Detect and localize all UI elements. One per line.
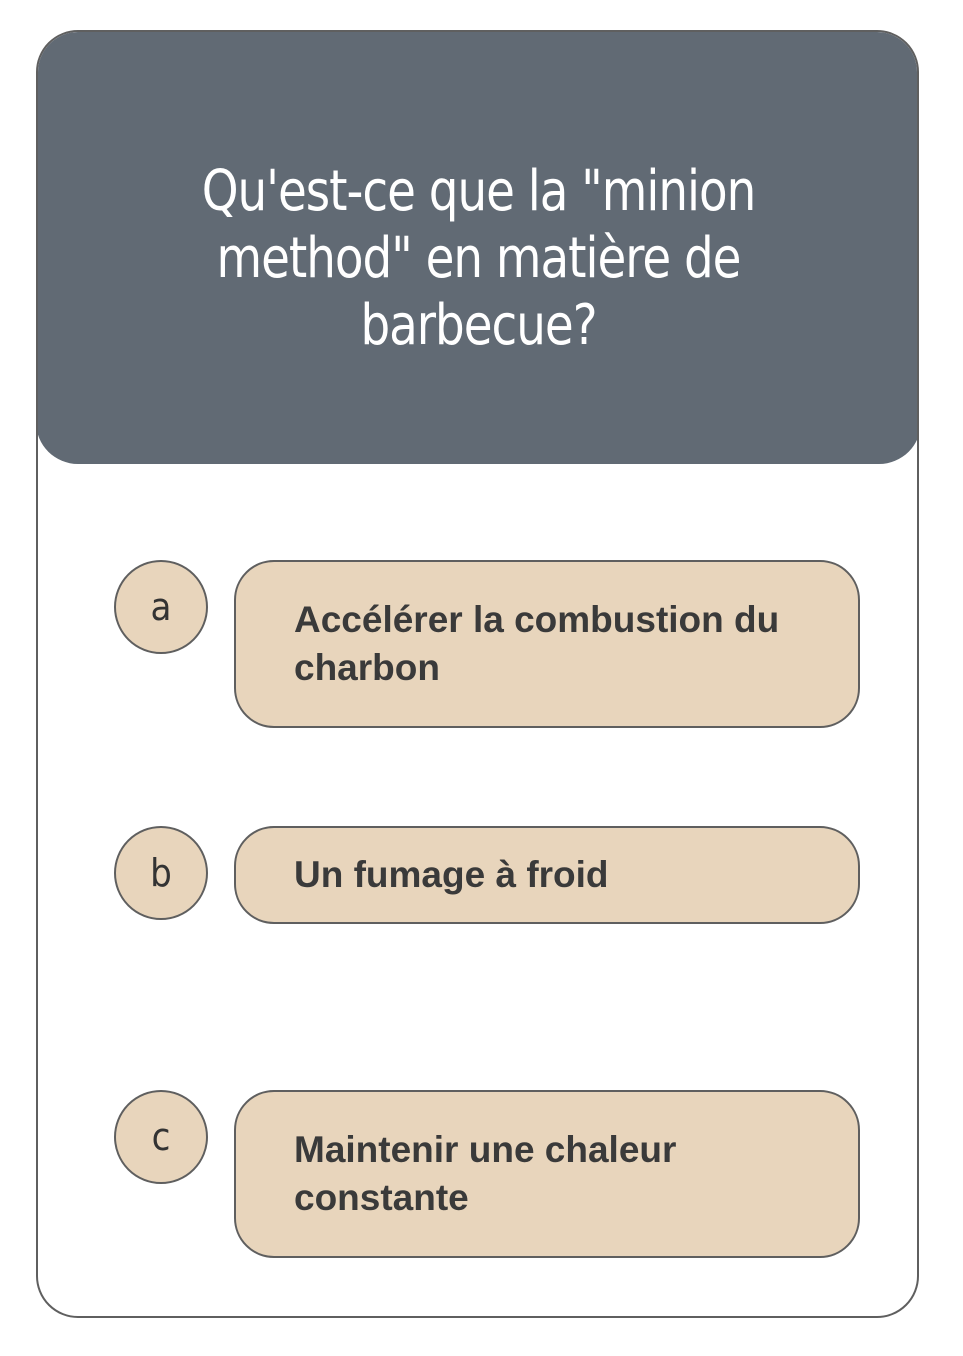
option-badge-a[interactable]: a [114,560,208,654]
option-text-a: Accélérer la combustion du charbon [294,599,780,688]
quiz-card [36,30,919,1318]
question-header [36,30,919,464]
option-badge-b[interactable]: b [114,826,208,920]
option-button-b[interactable] [234,826,860,924]
option-button-a[interactable] [234,560,860,728]
option-text-b: Un fumage à froid [294,854,609,895]
option-text-c: Maintenir une chaleur constante [294,1129,677,1218]
option-badge-c[interactable]: c [114,1090,208,1184]
option-button-c[interactable] [234,1090,860,1258]
question-text: Qu'est-ce que la "minion method" en matière de barbecue? [201,159,756,358]
